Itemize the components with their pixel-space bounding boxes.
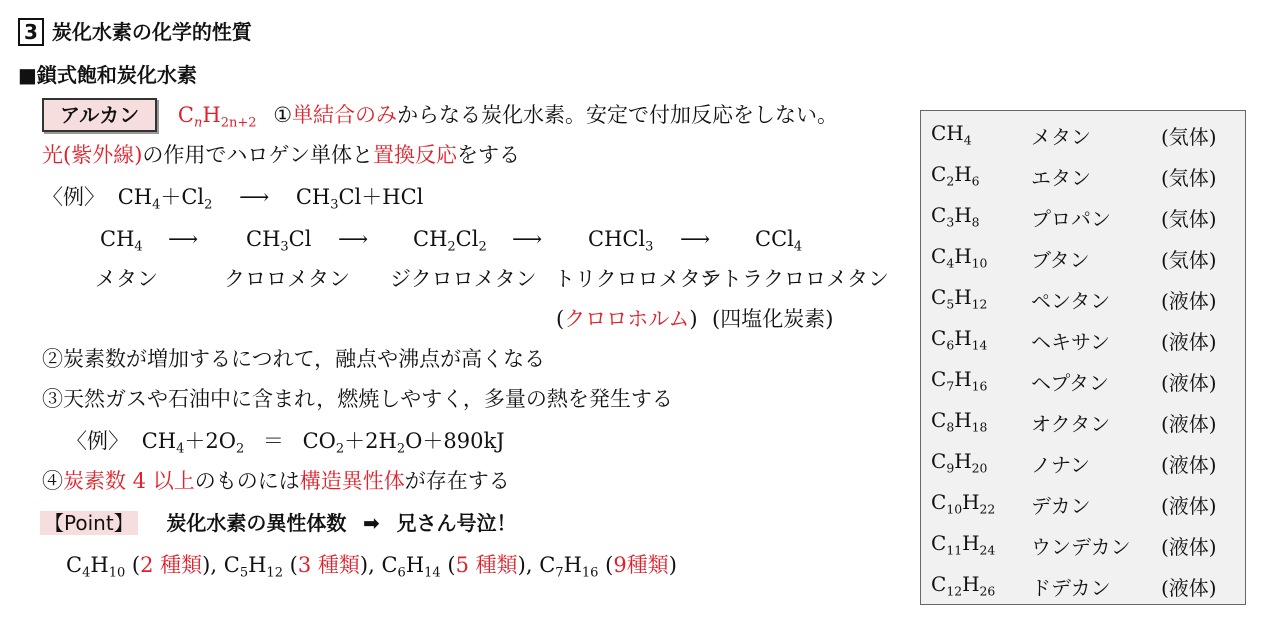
alkane-table bbox=[920, 110, 1246, 605]
chain-formula-1: $CH_3Cl$ bbox=[246, 227, 312, 255]
section-title: 炭化水素の化学的性質 bbox=[51, 20, 252, 44]
point-2: ②炭素数が増加するにつれて，融点や沸点が高くなる bbox=[42, 347, 546, 371]
isomer-item: $C_6H_{14}$ (5 種類), bbox=[381, 553, 533, 581]
substitution-line: 光(紫外線)の作用でハロゲン単体と置換反応をする bbox=[42, 143, 520, 167]
table-row: $C_8H_{18}$ オクタン (液体) bbox=[931, 408, 1217, 436]
right-arrow-icon: ➡ bbox=[363, 511, 380, 535]
table-row: $C_2H_6$ エタン (気体) bbox=[931, 162, 1217, 190]
table-row: $C_7H_{16}$ ヘプタン (液体) bbox=[931, 367, 1217, 395]
point-label: 【Point】 bbox=[40, 511, 138, 535]
example-2: 〈例〉 $CH_4+2O_2 = CO_2+2H_2O+890kJ$ bbox=[66, 429, 505, 457]
mnemonic: 兄さん号泣！ bbox=[396, 511, 517, 535]
single-bond-text: 単結合のみ bbox=[292, 103, 398, 127]
reaction-arrow-icon: ⟶ bbox=[239, 185, 270, 209]
point-box bbox=[40, 508, 517, 538]
square-bullet-icon: ■ bbox=[18, 63, 37, 87]
point-3: ③天然ガスや石油中に含まれ，燃焼しやすく，多量の熱を発生する bbox=[42, 387, 673, 411]
table-row: $C_3H_8$ プロパン (気体) bbox=[931, 203, 1217, 231]
isomer-item: $C_7H_{16}$ (9種類) bbox=[539, 553, 677, 581]
alkane-definition: アルカン $C_nH_{2n+2}$ ①単結合のみからなる炭化水素。安定で付加反応をしない。 bbox=[42, 98, 838, 132]
table-row: $C_4H_{10}$ ブタン (気体) bbox=[931, 244, 1217, 272]
alkane-general-formula: $C_nH_{2n+2}$ bbox=[177, 103, 257, 131]
chain-formula-2: $CH_2Cl_2$ bbox=[413, 227, 487, 255]
chain-name-4: テトラクロロメタン bbox=[700, 267, 889, 291]
isomer-item: $C_5H_{12}$ (3 種類), bbox=[223, 553, 375, 581]
chain-arrow-icon: ⟶ bbox=[512, 227, 543, 251]
alkane-label: アルカン bbox=[42, 98, 157, 132]
section-number: 3 bbox=[18, 18, 44, 46]
table-row: $C_{10}H_{22}$ デカン (液体) bbox=[931, 490, 1217, 518]
table-row: $C_9H_{20}$ ノナン (液体) bbox=[931, 449, 1217, 477]
isomer-counts bbox=[66, 550, 677, 580]
table-row: $C_{11}H_{24}$ ウンデカン (液体) bbox=[931, 531, 1217, 559]
example-1: 〈例〉 $CH_4+Cl_2$ ⟶ $CH_3Cl+HCl$ bbox=[42, 182, 423, 212]
table-row: $C_6H_{14}$ ヘキサン (液体) bbox=[931, 326, 1217, 354]
chain-arrow-icon: ⟶ bbox=[680, 227, 711, 251]
section-heading bbox=[18, 18, 252, 46]
chain-name-2: ジクロロメタン bbox=[390, 267, 537, 291]
chain-name-1: クロロメタン bbox=[224, 267, 350, 291]
chain-name-3: トリクロロメタン bbox=[554, 267, 722, 291]
table-row: $CH_4$ メタン (気体) bbox=[931, 121, 1217, 149]
point-text: 炭化水素の異性体数 bbox=[166, 511, 347, 535]
chain-arrow-icon: ⟶ bbox=[338, 227, 369, 251]
chain-formula-4: CCl$_4$ bbox=[755, 227, 803, 255]
chain-arrow-icon: ⟶ bbox=[168, 227, 199, 251]
isomer-item: $C_4H_{10}$ (2 種類), bbox=[66, 553, 218, 581]
subsection-heading bbox=[18, 61, 197, 89]
chain-alt-name-3: (クロロホルム) bbox=[556, 307, 698, 331]
chain-formula-0: $CH_4$ bbox=[100, 227, 143, 255]
chain-formula-3: CHCl$_3$ bbox=[588, 227, 654, 255]
table-row: $C_5H_{12}$ ペンタン (液体) bbox=[931, 285, 1217, 313]
table-row: $C_{12}H_{26}$ ドデカン (液体) bbox=[931, 572, 1217, 600]
subsection-title: 鎖式飽和炭化水素 bbox=[36, 63, 197, 87]
chain-name-0: メタン bbox=[95, 267, 158, 291]
chain-alt-name-4: (四塩化炭素) bbox=[712, 307, 834, 331]
point-4: ④炭素数 4 以上のものには構造異性体が存在する bbox=[42, 469, 510, 493]
